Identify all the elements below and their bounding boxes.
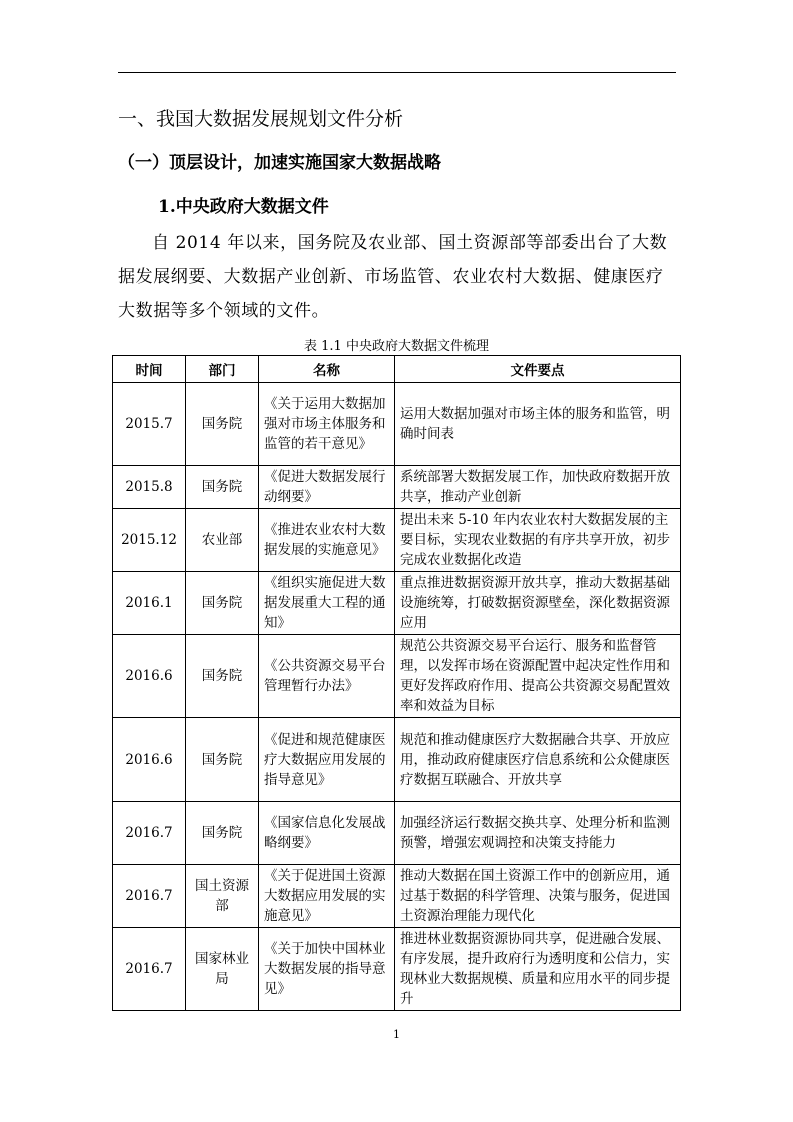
cell-time: 2016.7 <box>113 802 186 865</box>
page-number: 1 <box>393 1028 400 1041</box>
header-points: 文件要点 <box>395 356 681 383</box>
table-row <box>113 509 681 572</box>
table-row <box>113 718 681 802</box>
table-row <box>113 466 681 509</box>
cell-name: 《促进和规范健康医疗大数据应用发展的指导意见》 <box>259 718 395 802</box>
intro-paragraph: 自 2014 年以来，国务院及农业部、国土资源部等部委出台了大数据发展纲要、大数据产业创新、市场监管、农业农村大数据、健康医疗大数据等多个领域的文件。 <box>118 233 668 321</box>
cell-dept: 国务院 <box>186 635 259 718</box>
cell-points: 运用大数据加强对市场主体的服务和监管，明确时间表 <box>395 383 681 466</box>
cell-time: 2016.7 <box>113 928 186 1011</box>
cell-name: 《关于加快中国林业大数据发展的指导意见》 <box>259 928 395 1011</box>
cell-dept: 国家林业局 <box>186 928 259 1011</box>
cell-name: 《促进大数据发展行动纲要》 <box>259 466 395 509</box>
header-name: 名称 <box>259 356 395 383</box>
table-row <box>113 928 681 1011</box>
cell-dept: 国务院 <box>186 802 259 865</box>
cell-name: 《关于促进国土资源大数据应用发展的实施意见》 <box>259 865 395 928</box>
header-rule <box>118 72 676 73</box>
cell-name: 《公共资源交易平台管理暂行办法》 <box>259 635 395 718</box>
table-caption: 表 1.1 中央政府大数据文件梳理 <box>304 339 489 354</box>
table-row <box>113 383 681 466</box>
header-time: 时间 <box>113 356 186 383</box>
cell-points: 规范和推动健康医疗大数据融合共享、开放应用，推动政府健康医疗信息系统和公众健康医疗数据互联融合、开放共享 <box>395 718 681 802</box>
header-dept: 部门 <box>186 356 259 383</box>
cell-dept: 国务院 <box>186 466 259 509</box>
section-heading-1: 一、我国大数据发展规划文件分析 <box>118 108 404 130</box>
cell-time: 2015.12 <box>113 509 186 572</box>
table-row <box>113 572 681 635</box>
cell-points: 提出未来 5-10 年内农业农村大数据发展的主要目标，实现农业数据的有序共享开放，初步完成农业数据化改造 <box>395 509 681 572</box>
cell-points: 推进林业数据资源协同共享，促进融合发展、有序发展，提升政府行为透明度和公信力，实现林业大数据规模、质量和应用水平的同步提升 <box>395 928 681 1011</box>
cell-dept: 国务院 <box>186 572 259 635</box>
cell-points: 规范公共资源交易平台运行、服务和监督管理，以发挥市场在资源配置中起决定性作用和更好发挥政府作用、提高公共资源交易配置效率和效益为目标 <box>395 635 681 718</box>
cell-time: 2015.7 <box>113 383 186 466</box>
cell-points: 推动大数据在国土资源工作中的创新应用，通过基于数据的科学管理、决策与服务，促进国土资源治理能力现代化 <box>395 865 681 928</box>
cell-dept: 国土资源部 <box>186 865 259 928</box>
cell-points: 系统部署大数据发展工作，加快政府数据开放共享，推动产业创新 <box>395 466 681 509</box>
cell-time: 2015.8 <box>113 466 186 509</box>
cell-name: 《推进农业农村大数据发展的实施意见》 <box>259 509 395 572</box>
cell-time: 2016.6 <box>113 718 186 802</box>
cell-dept: 国务院 <box>186 383 259 466</box>
documents-table <box>112 355 681 1011</box>
cell-name: 《国家信息化发展战略纲要》 <box>259 802 395 865</box>
table-row <box>113 802 681 865</box>
table-header-row <box>113 356 681 383</box>
cell-name: 《组织实施促进大数据发展重大工程的通知》 <box>259 572 395 635</box>
cell-dept: 国务院 <box>186 718 259 802</box>
section-heading-2: （一）顶层设计，加速实施国家大数据战略 <box>118 153 441 173</box>
cell-time: 2016.1 <box>113 572 186 635</box>
cell-time: 2016.7 <box>113 865 186 928</box>
table-row <box>113 635 681 718</box>
cell-points: 加强经济运行数据交换共享、处理分析和监测预警，增强宏观调控和决策支持能力 <box>395 802 681 865</box>
cell-time: 2016.6 <box>113 635 186 718</box>
table-row <box>113 865 681 928</box>
cell-name: 《关于运用大数据加强对市场主体服务和监管的若干意见》 <box>259 383 395 466</box>
cell-points: 重点推进数据资源开放共享，推动大数据基础设施统筹，打破数据资源壁垒，深化数据资源应用 <box>395 572 681 635</box>
cell-dept: 农业部 <box>186 509 259 572</box>
section-heading-3: 1.中央政府大数据文件 <box>158 197 329 217</box>
